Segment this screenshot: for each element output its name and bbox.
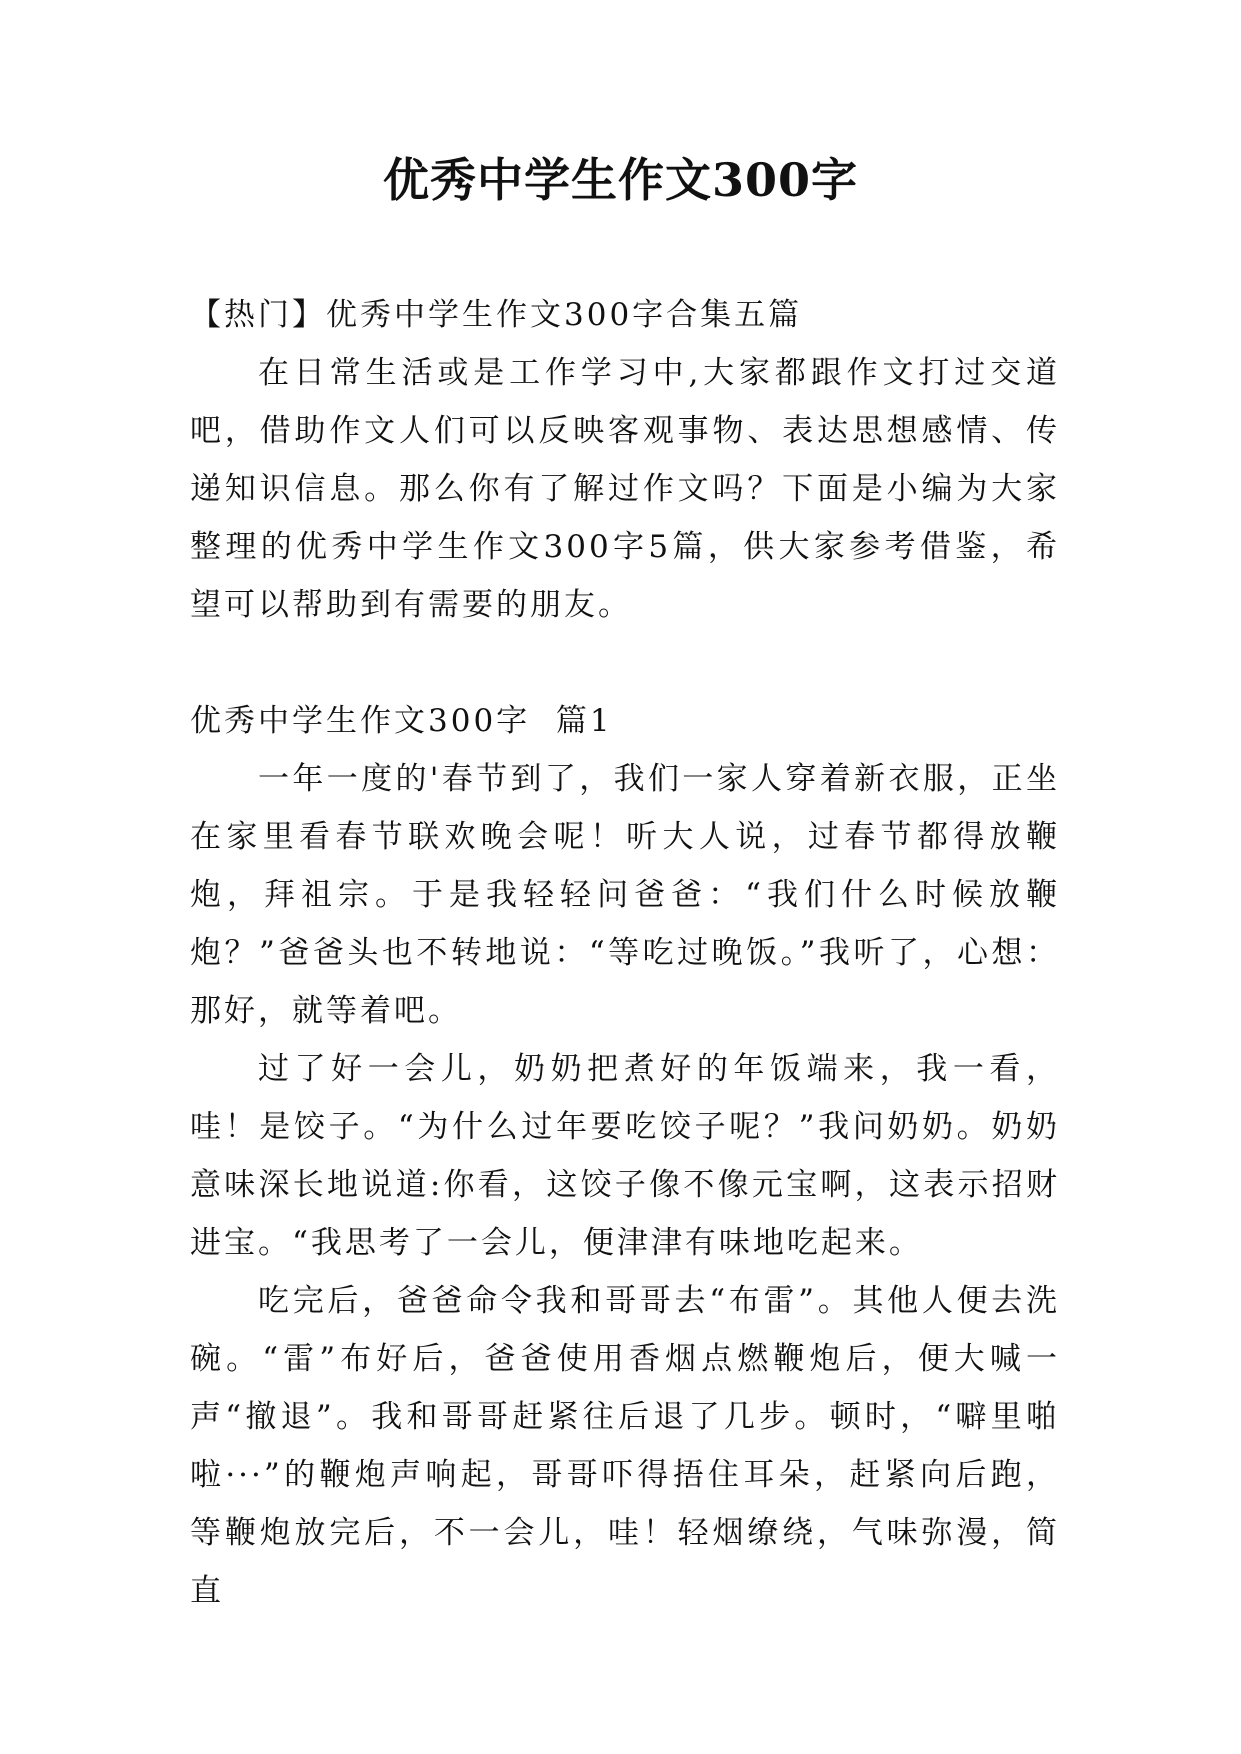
body-paragraph: 吃完后，爸爸命令我和哥哥去“布雷”。其他人便去洗碗。“雷”布好后，爸爸使用香烟点燃鞭炮后，便大喊一声“撤退”。我和哥哥赶紧往后退了几步。顿时，“噼里啪啦···”的鞭炮声响起，哥哥吓得捂住耳朵，赶紧向后跑，等鞭炮放完后，不一会儿，哇！轻烟缭绕，气味弥漫，简直	[190, 1283, 1060, 1609]
document-body	[190, 286, 1060, 1620]
page-title: 优秀中学生作文300字	[382, 153, 859, 207]
section-heading: 优秀中学生作文300字 篇1	[190, 703, 613, 739]
body-paragraph: 一年一度的'春节到了，我们一家人穿着新衣服，正坐在家里看春节联欢晚会呢！听大人说，过春节都得放鞭炮，拜祖宗。于是我轻轻问爸爸：“我们什么时候放鞭炮？”爸爸头也不转地说：“等吃过晚饭。”我听了，心想：那好，就等着吧。	[190, 761, 1060, 1029]
intro-paragraph: 在日常生活或是工作学习中,大家都跟作文打过交道吧，借助作文人们可以反映客观事物、表达思想感情、传递知识信息。那么你有了解过作文吗？下面是小编为大家整理的优秀中学生作文300字5篇，供大家参考借鉴，希望可以帮助到有需要的朋友。	[190, 355, 1060, 623]
subtitle-line: 【热门】优秀中学生作文300字合集五篇	[190, 297, 803, 333]
body-paragraph: 过了好一会儿，奶奶把煮好的年饭端来，我一看，哇！是饺子。“为什么过年要吃饺子呢？”我问奶奶。奶奶意味深长地说道:你看，这饺子像不像元宝啊，这表示招财进宝。“我思考了一会儿，便津津有味地吃起来。	[190, 1051, 1060, 1261]
